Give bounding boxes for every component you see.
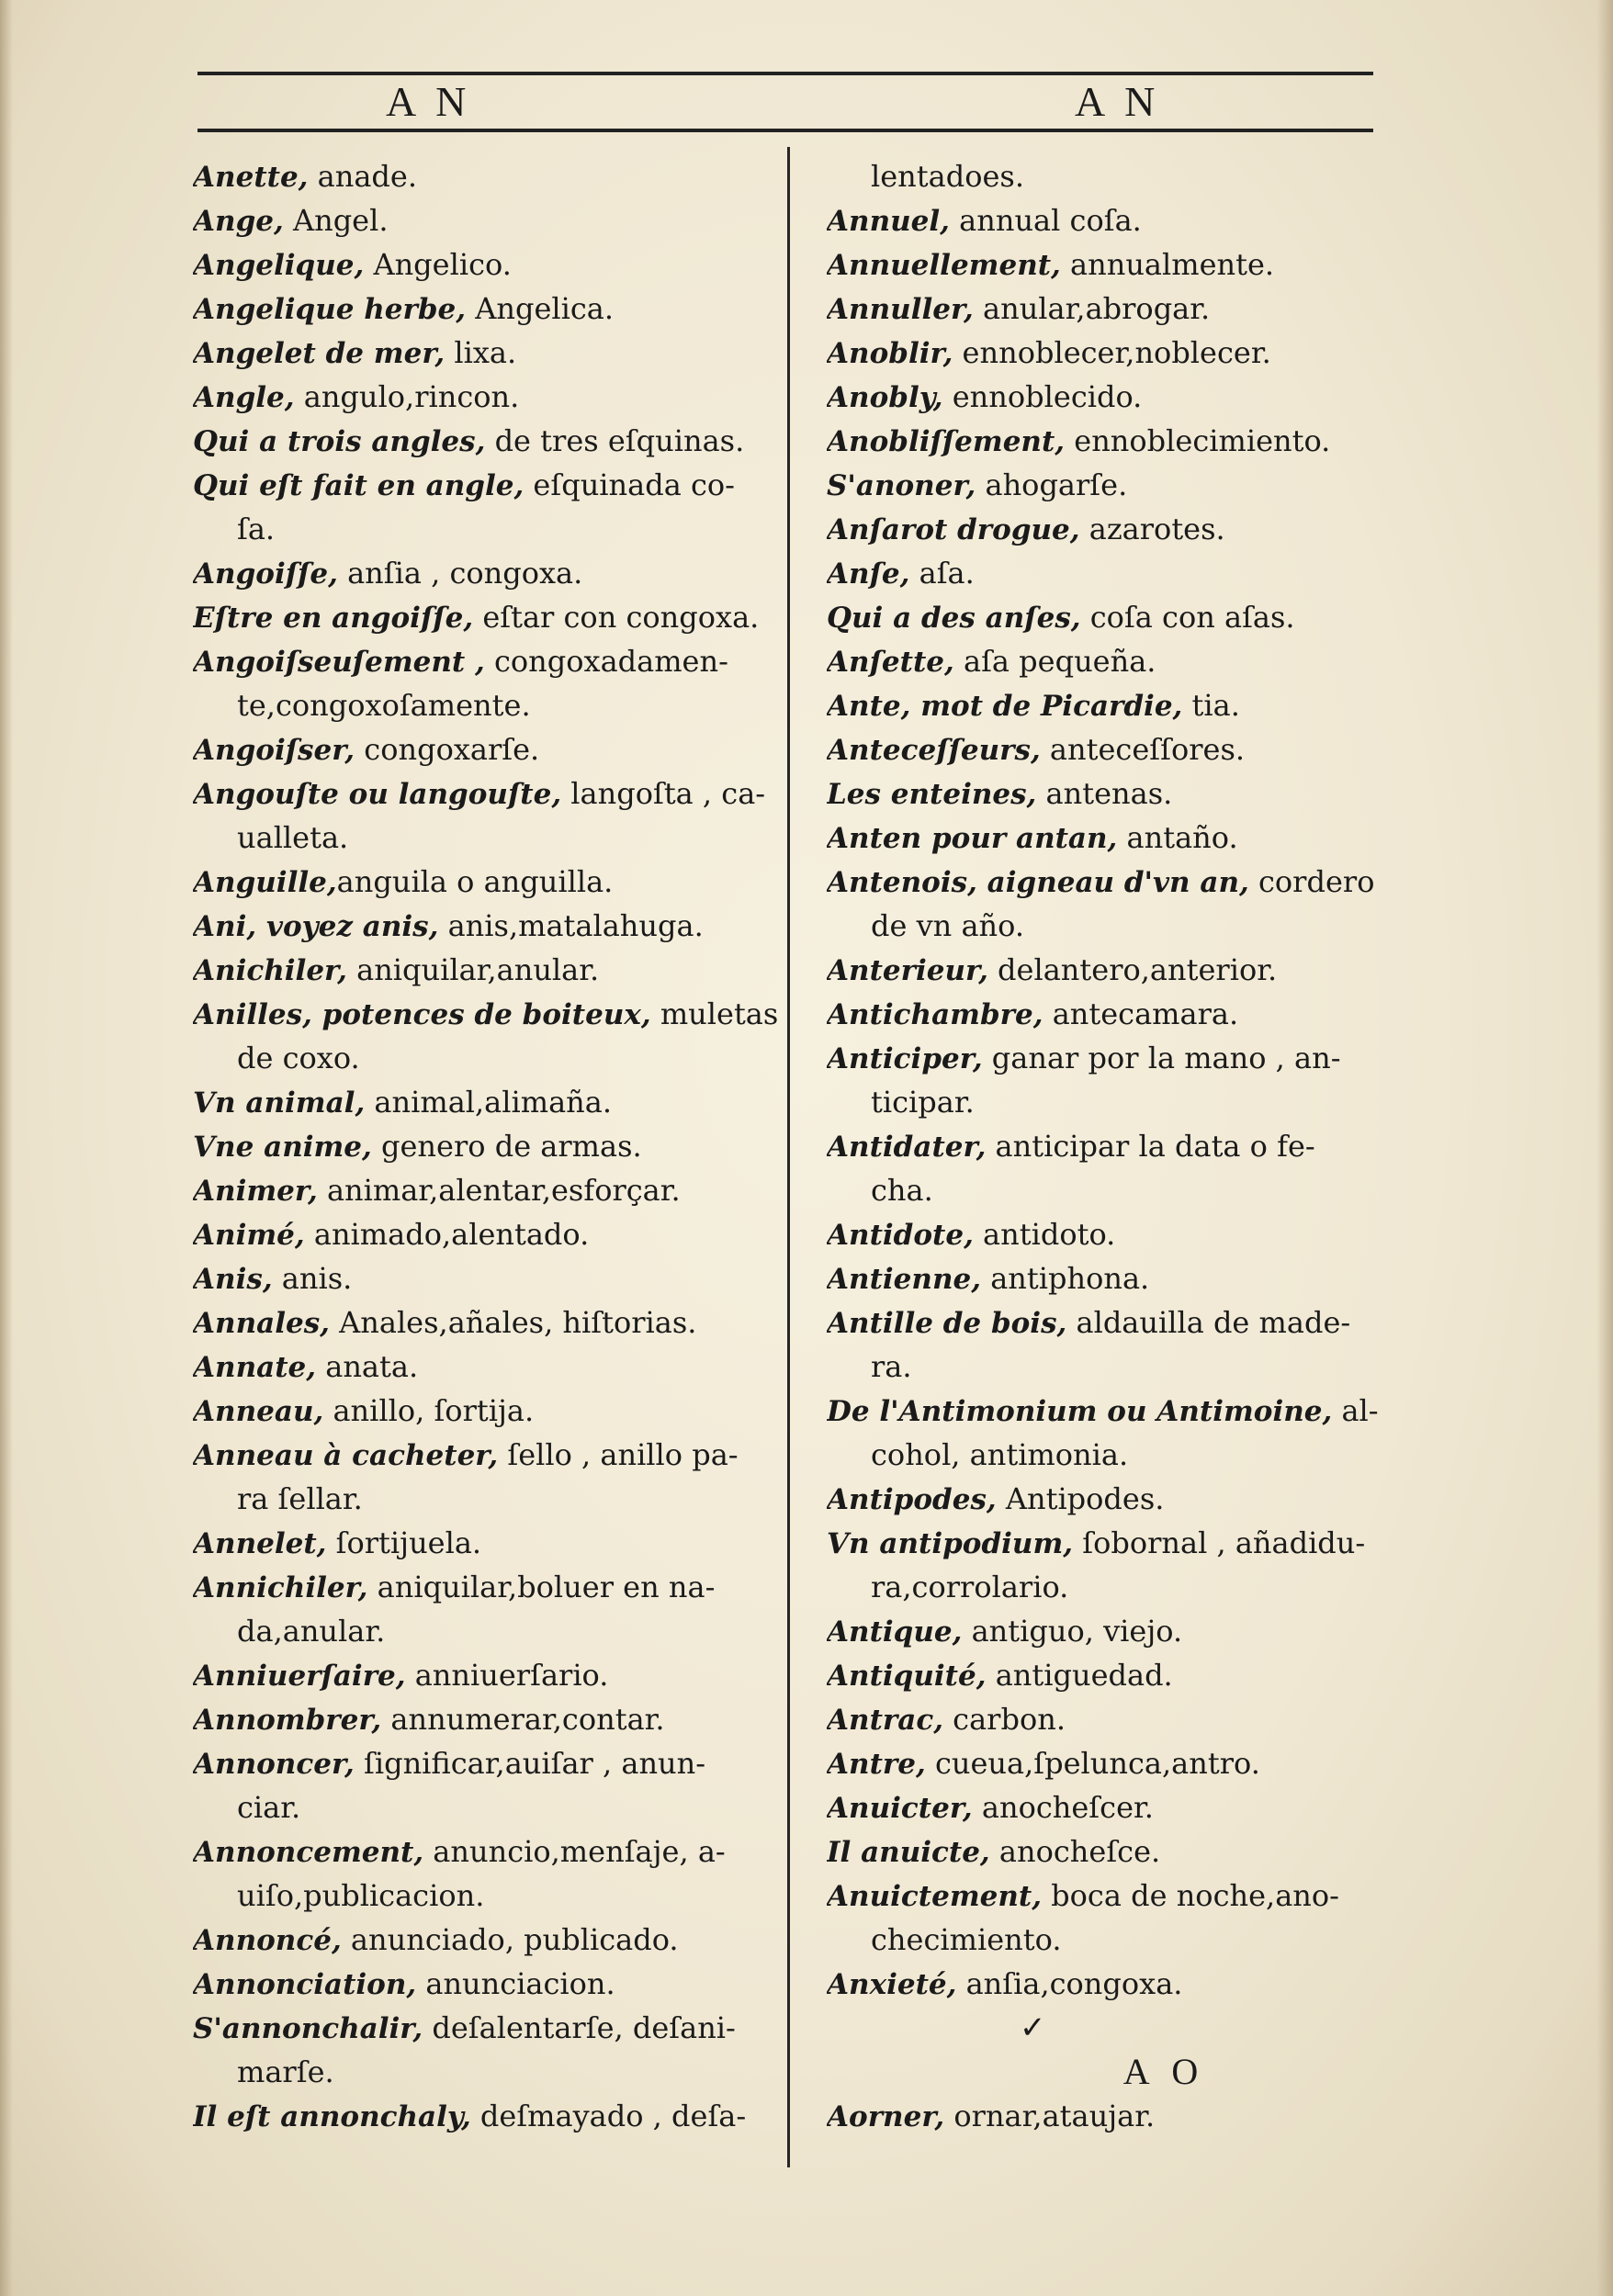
left-column: [193, 154, 781, 2138]
entry-definition: ganar por la mano , an-: [982, 1041, 1341, 1075]
entry-headword: Anuicter,: [827, 1792, 973, 1825]
entry-continuation: de coxo.: [237, 1041, 360, 1075]
entry-definition: annualmente.: [1060, 247, 1275, 282]
entry-headword: De l'Antimonium ou Antimoine,: [827, 1395, 1333, 1428]
entry-continuation: te,congoxoſamente.: [237, 688, 531, 723]
entry-headword: Ange,: [193, 205, 284, 238]
dictionary-entry: [193, 1300, 781, 1345]
running-header-left: A N: [386, 78, 472, 125]
entry-definition: ennoblecer,noblecer.: [953, 335, 1271, 370]
entry-definition: anguila o anguilla.: [336, 864, 614, 899]
entry-definition: ennoblecido.: [942, 379, 1143, 414]
entry-headword: Angouſte ou langouſte,: [193, 778, 562, 811]
entry-headword: Anneau à cacheter,: [193, 1439, 499, 1472]
entry-headword: Anis,: [193, 1263, 273, 1296]
dictionary-entry: [193, 1345, 781, 1389]
entry-definition: anade.: [308, 159, 417, 194]
entry-headword: Anticiper,: [827, 1042, 983, 1075]
dictionary-entry: [193, 1962, 781, 2006]
entry-continuation: de vn año.: [871, 908, 1025, 943]
dictionary-entry: [827, 507, 1419, 551]
section-heading: A O: [1122, 2051, 1206, 2092]
dictionary-entry: [827, 1962, 1419, 2006]
entry-headword: Annelet,: [193, 1527, 327, 1560]
dictionary-entry: [827, 1036, 1419, 1080]
dictionary-entry: [827, 375, 1419, 419]
entry-definition: anteceſſores.: [1040, 732, 1246, 767]
entry-definition: Antipodes.: [996, 1481, 1165, 1516]
entry-headword: Anobly,: [827, 381, 943, 414]
dictionary-entry: [827, 463, 1419, 507]
entry-definition: ſignificar,auiſar , anun-: [354, 1746, 706, 1781]
entry-definition: congoxarſe.: [355, 732, 540, 767]
entry-headword: Anniuerſaire,: [193, 1660, 406, 1693]
entry-definition: animal,alimaña.: [365, 1085, 612, 1120]
entry-definition: ſortijuela.: [326, 1525, 482, 1560]
entry-definition: cueua,ſpelunca,antro.: [925, 1746, 1260, 1781]
entry-definition: antenas.: [1036, 776, 1173, 811]
entry-definition: antiphona.: [981, 1261, 1150, 1296]
dictionary-entry: [193, 154, 781, 198]
entry-headword: Qui a des anſes,: [827, 602, 1081, 635]
entry-definition: anniuerſario.: [405, 1658, 609, 1693]
dictionary-entry: [827, 2094, 1419, 2138]
entry-definition: al-: [1332, 1393, 1379, 1428]
entry-headword: Anſe,: [827, 557, 910, 591]
entry-definition: aniquilar,anular.: [346, 952, 600, 987]
entry-headword: Antidote,: [827, 1219, 974, 1252]
dictionary-entry: [827, 1477, 1419, 1521]
entry-headword: Aorner,: [827, 2100, 945, 2133]
entry-headword: Animer,: [193, 1175, 318, 1208]
header-rule: [197, 129, 1373, 132]
dictionary-entry: [827, 1653, 1419, 1697]
dictionary-entry: [193, 992, 781, 1036]
dictionary-entry: [827, 1741, 1419, 1785]
entry-headword: Annuller,: [827, 293, 974, 326]
dictionary-entry: [827, 1829, 1419, 1874]
page-edge-right: [1596, 0, 1613, 2296]
dictionary-entry: [193, 375, 781, 419]
entry-headword: Antenois, aigneau d'vn an,: [827, 866, 1249, 899]
entry-continuation: ciar.: [237, 1790, 301, 1825]
dictionary-entry: [193, 242, 781, 287]
dictionary-entry: [193, 948, 781, 992]
entry-headword: Annuel,: [827, 205, 950, 238]
entry-continuation: ra,corrolario.: [871, 1570, 1069, 1604]
dictionary-entry: [827, 816, 1419, 860]
dictionary-entry: [827, 771, 1419, 816]
entry-headword: Vn antipodium,: [827, 1527, 1074, 1560]
entry-continuation: ra.: [871, 1349, 912, 1384]
dictionary-entry: [193, 1565, 781, 1609]
dictionary-entry: [827, 1521, 1419, 1565]
entry-definition: antecamara.: [1043, 996, 1239, 1031]
entry-headword: Annuellement,: [827, 249, 1061, 282]
entry-headword: Anoblir,: [827, 337, 953, 370]
entry-definition: anuncio,menſaje, a-: [423, 1834, 726, 1869]
entry-definition: anſia , congoxa.: [337, 556, 583, 591]
dictionary-entry: [827, 287, 1419, 331]
dictionary-entry: [827, 419, 1419, 463]
entry-definition: eſquinada co-: [524, 467, 735, 502]
entry-definition: anocheſce.: [989, 1834, 1161, 1869]
entry-continuation: ſa.: [237, 512, 276, 546]
entry-headword: Vne anime,: [193, 1131, 372, 1164]
dictionary-entry: [827, 1609, 1419, 1653]
entry-definition: delantero,anterior.: [987, 952, 1278, 987]
entry-headword: Antipodes,: [827, 1483, 997, 1516]
entry-definition: anular,abrogar.: [973, 291, 1211, 326]
entry-definition: ahogarſe.: [976, 467, 1128, 502]
dictionary-entry: [193, 1918, 781, 1962]
dictionary-entry: [193, 198, 781, 242]
dictionary-entry: [193, 1124, 781, 1168]
entry-headword: Antre,: [827, 1748, 926, 1781]
entry-headword: Angelique herbe,: [193, 293, 467, 326]
entry-definition: Anales,añales, hiſtorias.: [329, 1305, 697, 1340]
entry-headword: Anilles, potences de boiteux,: [193, 998, 651, 1031]
entry-headword: Ani, voyez anis,: [193, 910, 439, 943]
entry-continuation: ticipar.: [871, 1085, 975, 1120]
dictionary-entry: [193, 331, 781, 375]
entry-continuation: lentadoes.: [871, 159, 1024, 194]
entry-headword: Eſtre en angoiſſe,: [193, 602, 474, 635]
entry-definition: aldauilla de made-: [1066, 1305, 1351, 1340]
entry-definition: coſa con aſas.: [1080, 600, 1295, 635]
entry-definition: genero de armas.: [371, 1129, 642, 1164]
entry-continuation: marſe.: [237, 2054, 334, 2089]
entry-headword: Annichiler,: [193, 1571, 368, 1604]
entry-headword: Antichambre,: [827, 998, 1043, 1031]
entry-headword: Les enteines,: [827, 778, 1037, 811]
entry-headword: Antienne,: [827, 1263, 982, 1296]
entry-definition: angulo,rincon.: [294, 379, 520, 414]
entry-definition: ſobornal , añadidu-: [1073, 1525, 1366, 1560]
entry-headword: Anteceſſeurs,: [827, 734, 1041, 767]
dictionary-entry: [193, 727, 781, 771]
dictionary-entry: [827, 1124, 1419, 1168]
dictionary-entry: [827, 1300, 1419, 1345]
column-divider: [787, 147, 790, 2167]
entry-definition: Angelico.: [364, 247, 512, 282]
entry-definition: boca de noche,ano-: [1042, 1878, 1339, 1913]
entry-headword: Animé,: [193, 1219, 305, 1252]
dictionary-entry: [193, 904, 781, 948]
entry-headword: Angoiſser,: [193, 734, 355, 767]
dictionary-entry: [193, 1212, 781, 1256]
section-mark: ✓: [1020, 2009, 1046, 2046]
entry-headword: Anguille,: [193, 866, 337, 899]
dictionary-entry: [827, 948, 1419, 992]
dictionary-entry: [827, 639, 1419, 683]
dictionary-entry: [193, 2094, 781, 2138]
dictionary-entry: [827, 1389, 1419, 1433]
dictionary-entry: [193, 1741, 781, 1785]
entry-definition: annual coſa.: [949, 203, 1142, 238]
dictionary-entry: [827, 242, 1419, 287]
entry-headword: Antiquité,: [827, 1660, 987, 1693]
dictionary-entry: [193, 1521, 781, 1565]
entry-continuation: checimiento.: [871, 1922, 1062, 1957]
entry-definition: deſmayado , deſa-: [470, 2099, 747, 2133]
entry-continuation: ra ſellar.: [237, 1481, 363, 1516]
entry-headword: Annombrer,: [193, 1704, 382, 1737]
entry-definition: deſalentarſe, deſani-: [423, 2010, 736, 2045]
entry-definition: antidoto.: [973, 1217, 1116, 1252]
entry-definition: langoſta , ca-: [561, 776, 766, 811]
dictionary-entry: [827, 683, 1419, 727]
entry-headword: Qui a trois angles,: [193, 425, 486, 458]
entry-headword: Qui eſt fait en angle,: [193, 469, 525, 502]
dictionary-entry: [193, 551, 781, 595]
entry-definition: aſa.: [909, 556, 975, 591]
entry-definition: muletas: [650, 996, 779, 1031]
entry-headword: Anſarot drogue,: [827, 513, 1080, 546]
entry-definition: tia.: [1182, 688, 1240, 723]
dictionary-entry: [193, 1653, 781, 1697]
dictionary-entry: [827, 992, 1419, 1036]
right-column: [827, 154, 1419, 2138]
entry-definition: anocheſcer.: [972, 1790, 1154, 1825]
entry-headword: Anobliſſement,: [827, 425, 1066, 458]
entry-headword: Annoncé,: [193, 1924, 342, 1957]
entry-definition: eſtar con congoxa.: [473, 600, 760, 635]
entry-headword: Angelet de mer,: [193, 337, 446, 370]
dictionary-entry: [827, 551, 1419, 595]
entry-headword: Anten pour antan,: [827, 822, 1118, 855]
dictionary-entry: [193, 1080, 781, 1124]
entry-headword: Angle,: [193, 381, 295, 414]
dictionary-entry: [827, 860, 1419, 904]
entry-definition: animar,alentar,esforçar.: [317, 1173, 681, 1208]
entry-headword: Antrac,: [827, 1704, 943, 1737]
entry-headword: Annonciation,: [193, 1968, 417, 2001]
entry-definition: antaño.: [1117, 820, 1238, 855]
running-header-right: A N: [1075, 78, 1161, 125]
entry-headword: Anichiler,: [193, 954, 347, 987]
entry-definition: annumerar,contar.: [381, 1702, 665, 1737]
entry-definition: anſia,congoxa.: [956, 1966, 1183, 2001]
entry-headword: Anſette,: [827, 646, 954, 679]
dictionary-entry: [827, 1256, 1419, 1300]
entry-headword: Ante, mot de Picardie,: [827, 690, 1183, 723]
entry-definition: anis.: [272, 1261, 353, 1296]
entry-definition: anunciacion.: [416, 1966, 615, 2001]
dictionary-entry: [827, 1874, 1419, 1918]
page-edge-left: [0, 0, 13, 2296]
dictionary-entry: [193, 771, 781, 816]
entry-headword: Il anuicte,: [827, 1836, 990, 1869]
entry-definition: anata.: [316, 1349, 419, 1384]
entry-headword: Anette,: [193, 161, 309, 194]
entry-definition: de tres eſquinas.: [485, 423, 745, 458]
dictionary-entry: [193, 1168, 781, 1212]
entry-continuation: cohol, antimonia.: [871, 1437, 1129, 1472]
entry-definition: anticipar la data o fe-: [986, 1129, 1315, 1164]
entry-headword: Vn animal,: [193, 1086, 366, 1120]
entry-headword: Annate,: [193, 1351, 317, 1384]
entry-definition: aniquilar,boluer en na-: [367, 1570, 716, 1604]
entry-continuation: cha.: [871, 1173, 933, 1208]
top-rule: [197, 72, 1373, 75]
entry-definition: animado,alentado.: [304, 1217, 590, 1252]
entry-headword: Anxieté,: [827, 1968, 957, 2001]
entry-headword: S'annonchalir,: [193, 2012, 423, 2045]
dictionary-entry: [827, 595, 1419, 639]
entry-definition: ſello , anillo pa-: [498, 1437, 739, 1472]
dictionary-entry: [827, 331, 1419, 375]
dictionary-entry: [193, 2006, 781, 2050]
entry-headword: Angoiſseuſement ,: [193, 646, 485, 679]
dictionary-entry: [827, 198, 1419, 242]
entry-headword: Antille de bois,: [827, 1307, 1067, 1340]
entry-definition: ornar,ataujar.: [944, 2099, 1156, 2133]
entry-headword: Annales,: [193, 1307, 330, 1340]
entry-definition: anillo, ſortija.: [323, 1393, 535, 1428]
entry-definition: congoxadamen-: [484, 644, 728, 679]
dictionary-entry: [193, 463, 781, 507]
dictionary-entry: [193, 287, 781, 331]
entry-headword: Anneau,: [193, 1395, 324, 1428]
dictionary-entry: [827, 1697, 1419, 1741]
entry-headword: Annoncement,: [193, 1836, 424, 1869]
entry-definition: anunciado, publicado.: [341, 1922, 679, 1957]
entry-definition: carbon.: [943, 1702, 1066, 1737]
entry-headword: Anuictement,: [827, 1880, 1042, 1913]
entry-definition: antiguedad.: [986, 1658, 1173, 1693]
dictionary-entry: [193, 1433, 781, 1477]
entry-headword: Annoncer,: [193, 1748, 355, 1781]
entry-definition: Angel.: [283, 203, 389, 238]
dictionary-entry: [193, 1256, 781, 1300]
entry-continuation: uiſo,publicacion.: [237, 1878, 485, 1913]
entry-continuation: da,anular.: [237, 1614, 386, 1649]
dictionary-entry: [827, 727, 1419, 771]
entry-definition: aſa pequeña.: [953, 644, 1156, 679]
entry-definition: lixa.: [445, 335, 517, 370]
entry-headword: Antique,: [827, 1615, 963, 1649]
entry-definition: antiguo, viejo.: [962, 1614, 1183, 1649]
dictionary-entry: [827, 1785, 1419, 1829]
dictionary-entry: [193, 639, 781, 683]
dictionary-entry: [193, 860, 781, 904]
entry-definition: ennoblecimiento.: [1065, 423, 1331, 458]
entry-definition: azarotes.: [1079, 512, 1225, 546]
entry-headword: S'anoner,: [827, 469, 976, 502]
dictionary-entry: [827, 1212, 1419, 1256]
dictionary-entry: [193, 1697, 781, 1741]
entry-continuation: ualleta.: [237, 820, 349, 855]
entry-headword: Antidater,: [827, 1131, 987, 1164]
entry-headword: Angelique,: [193, 249, 365, 282]
dictionary-entry: [193, 1829, 781, 1874]
entry-headword: Angoiſſe,: [193, 557, 338, 591]
entry-definition: Angelica.: [466, 291, 615, 326]
dictionary-entry: [193, 419, 781, 463]
entry-definition: anis,matalahuga.: [438, 908, 704, 943]
dictionary-entry: [193, 595, 781, 639]
dictionary-entry: [193, 1389, 781, 1433]
entry-definition: cordero: [1248, 864, 1375, 899]
entry-headword: Il eſt annonchaly,: [193, 2100, 471, 2133]
entry-headword: Anterieur,: [827, 954, 988, 987]
